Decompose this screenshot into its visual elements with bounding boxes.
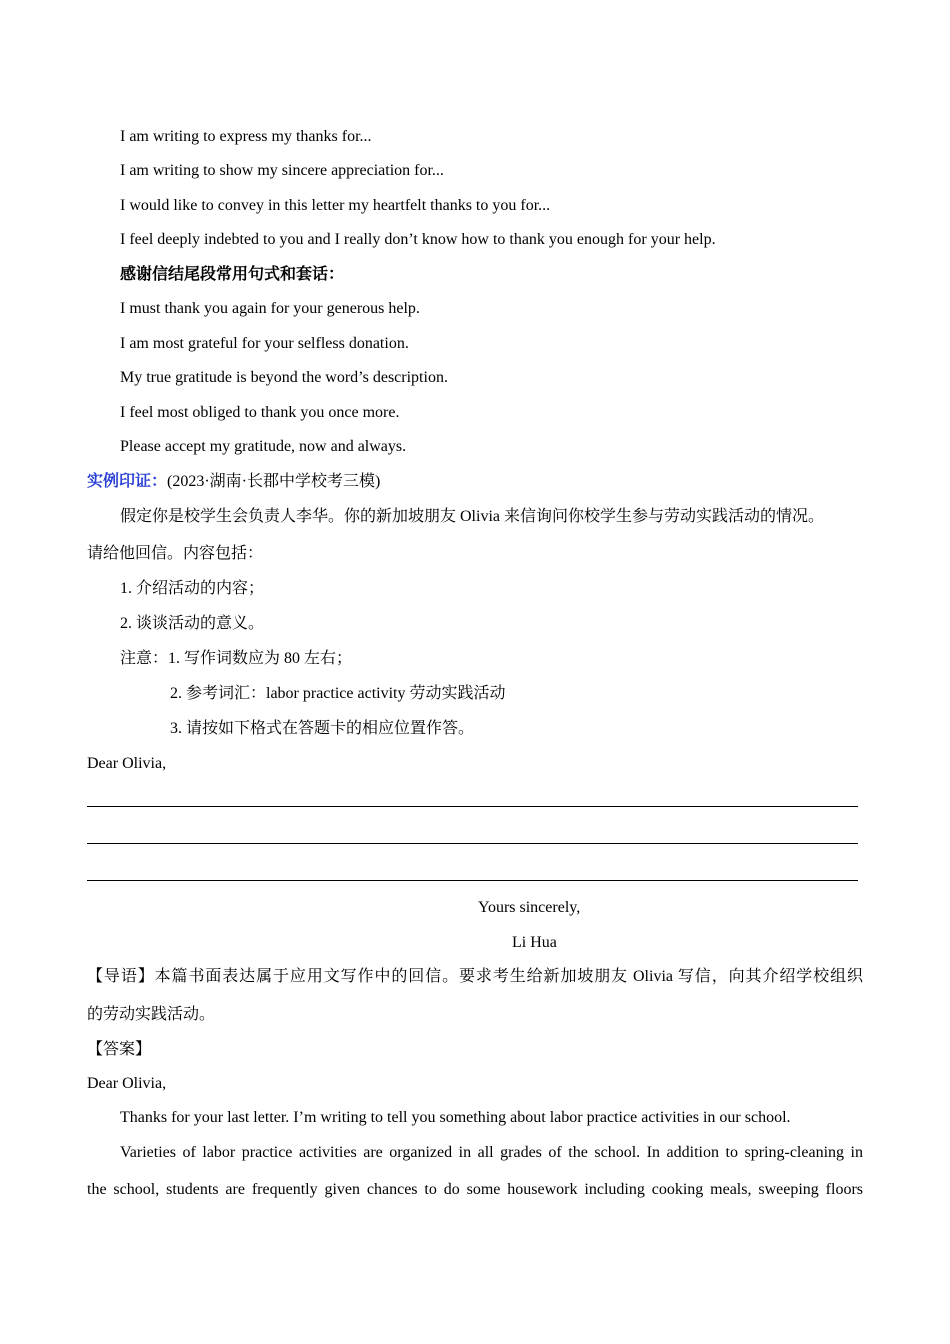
note-1: 1. 写作词数应为 80 左右； [168,650,353,667]
closing-sentence-5: Please accept my gratitude, now and always. [120,438,407,455]
letter-closing: Yours sincerely, [478,899,581,916]
closing-sentence-4: I feel most obliged to thank you once more. [120,404,400,421]
closing-sentence-1: I must thank you again for your generous help. [120,300,420,317]
example-source: (2023·湖南·长郡中学校考三模) [167,473,381,490]
example-label: 实例印证： [87,473,168,490]
example-heading [87,472,380,492]
note-2: 2. 参考词汇：labor practice activity 劳动实践活动 [170,685,506,702]
guide-line-2: 的劳动实践活动。 [87,1006,216,1023]
content-point-2: 2. 谈谈活动的意义。 [120,615,265,632]
prompt-line-1: 假定你是校学生会负责人李华。你的新加坡朋友 Olivia 来信询问你校学生参与劳动实践活动的情况。 [120,508,824,525]
content-point-1: 1. 介绍活动的内容； [120,580,265,597]
letter-greeting: Dear Olivia, [87,755,167,772]
answer-blank-line-3 [87,880,858,881]
prompt-line-2: 请给他回信。内容包括： [87,545,264,562]
guide-line-1: 【导语】本篇书面表达属于应用文写作中的回信。要求考生给新加坡朋友 Olivia 写信，向其介绍学校组织 [87,968,863,985]
intro-sentence-4: I feel deeply indebted to you and I really don’t know how to thank you enough for your help. [120,231,716,248]
answer-label: 【答案】 [87,1041,152,1058]
closing-heading: 感谢信结尾段常用句式和套话： [120,266,345,283]
answer-greeting: Dear Olivia, [87,1075,167,1092]
answer-paragraph-1: Thanks for your last letter. I’m writing to tell you something about labor practice activities in our school. [120,1109,791,1126]
closing-sentence-3: My true gratitude is beyond the word’s description. [120,369,448,386]
answer-paragraph-2-line-2: the school, students are frequently given chances to do some housework including cooking meals, sweeping floors [87,1181,863,1198]
intro-sentence-1: I am writing to express my thanks for... [120,128,372,145]
notes-line-1 [120,649,352,669]
answer-paragraph-2-line-1: Varieties of labor practice activities are organized in all grades of the school. In addition to spring-cleaning in [120,1144,863,1161]
notes-label: 注意： [120,650,169,667]
note-3: 3. 请按如下格式在答题卡的相应位置作答。 [170,720,475,737]
closing-sentence-2: I am most grateful for your selfless donation. [120,335,409,352]
answer-blank-line-2 [87,843,858,844]
intro-sentence-2: I am writing to show my sincere appreciation for... [120,162,444,179]
intro-sentence-3: I would like to convey in this letter my heartfelt thanks to you for... [120,197,551,214]
letter-signature: Li Hua [512,934,557,951]
answer-blank-line-1 [87,806,858,807]
